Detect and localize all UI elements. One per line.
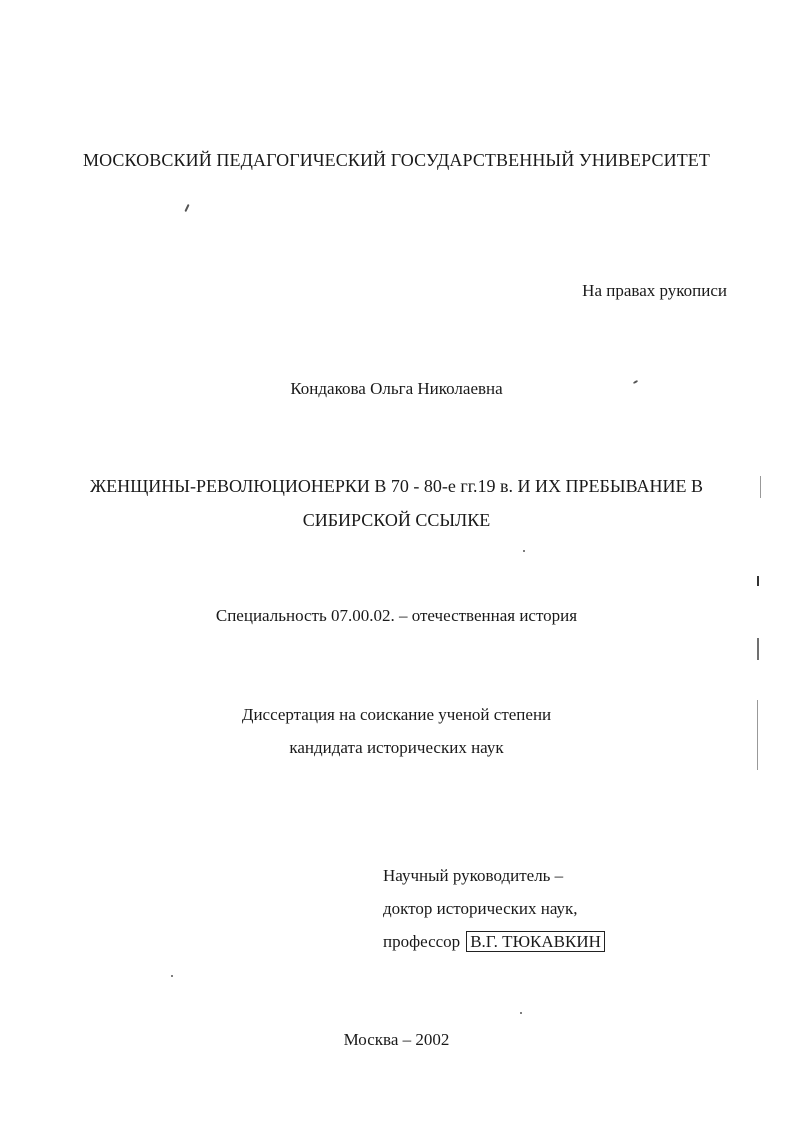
degree-statement-line-1: Диссертация на соискание ученой степени xyxy=(241,705,552,724)
scan-speck xyxy=(184,204,189,212)
scan-speck xyxy=(171,975,173,977)
dissertation-title-line-2: СИБИРСКОЙ ССЫЛКЕ xyxy=(302,510,491,530)
scan-speck xyxy=(520,1012,522,1014)
supervisor-role: Научный руководитель – xyxy=(383,866,564,885)
manuscript-rights-note: На правах рукописи xyxy=(582,281,727,300)
university-name: МОСКОВСКИЙ ПЕДАГОГИЧЕСКИЙ ГОСУДАРСТВЕННЫЙ УНИВЕРСИТЕТ xyxy=(83,150,710,170)
margin-mark xyxy=(760,476,761,498)
supervisor-position: профессор xyxy=(383,932,461,951)
supervisor-degree: доктор исторических наук, xyxy=(383,899,578,918)
degree-statement-line-2: кандидата исторических наук xyxy=(289,738,504,757)
supervisor-line xyxy=(383,932,605,952)
author-name: Кондакова Ольга Николаевна xyxy=(290,379,503,398)
scan-speck xyxy=(523,550,525,552)
margin-mark xyxy=(757,638,759,660)
margin-mark xyxy=(757,700,758,770)
city-year: Москва – 2002 xyxy=(343,1030,450,1049)
supervisor-name: В.Г. ТЮКАВКИН xyxy=(466,931,605,952)
dissertation-title-line-1: ЖЕНЩИНЫ-РЕВОЛЮЦИОНЕРКИ В 70 - 80-е гг.19 в. И ИХ ПРЕБЫВАНИЕ В xyxy=(90,476,703,496)
margin-mark xyxy=(757,576,759,586)
specialty: Специальность 07.00.02. – отечественная история xyxy=(215,606,578,625)
